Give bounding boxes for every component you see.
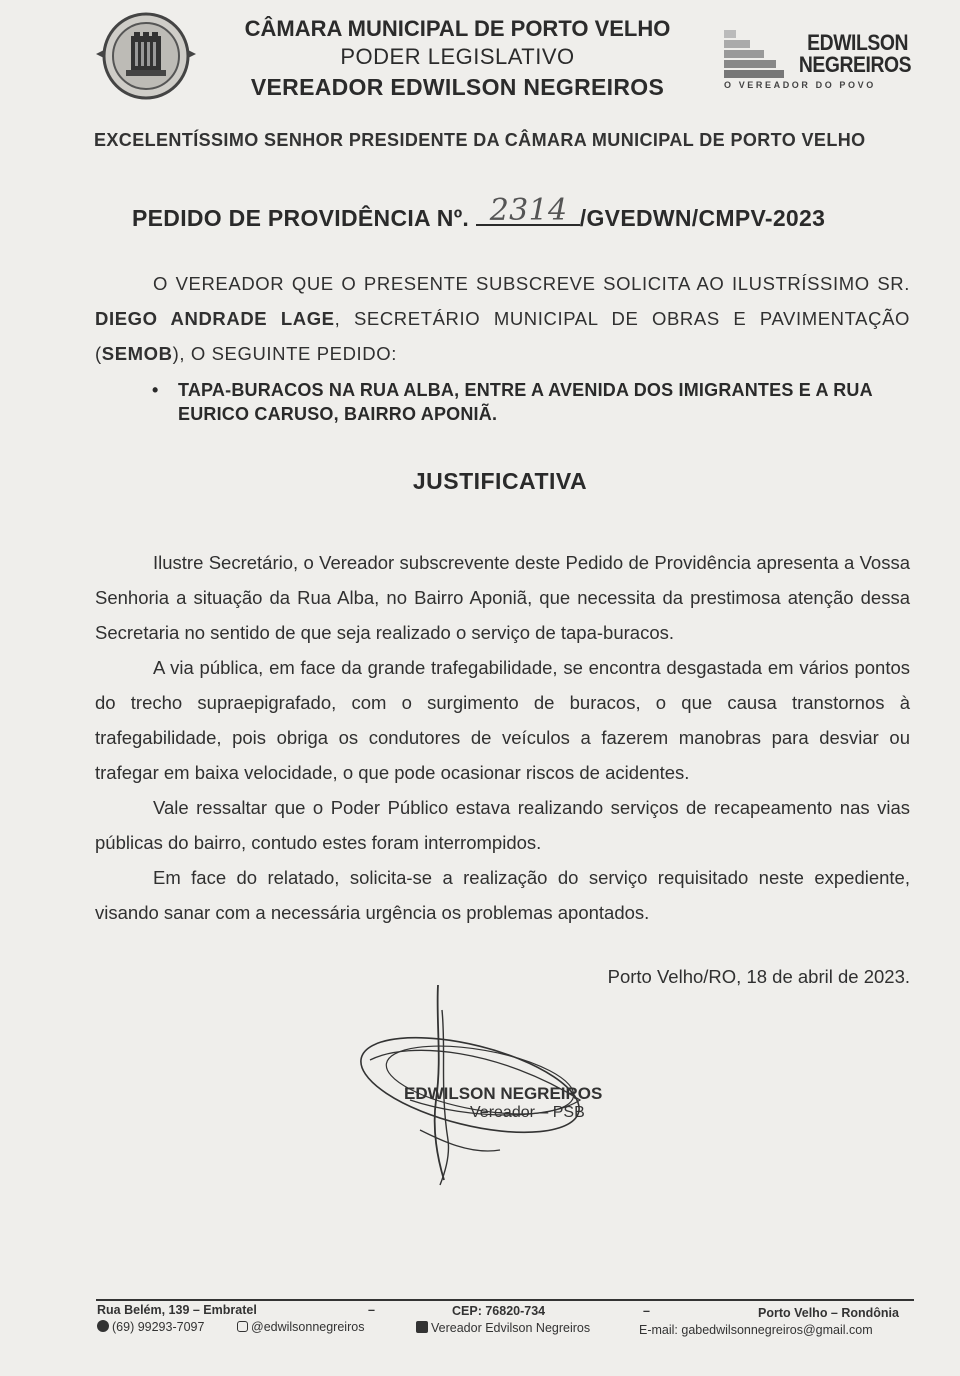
signatory-role: Vereador – PSB <box>470 1104 585 1121</box>
signatory-name: EDWILSON NEGREIROS <box>404 1084 603 1103</box>
logo-name-first: EDWILSON <box>807 30 908 55</box>
request-line-1: O VEREADOR QUE O PRESENTE SUBSCREVE SOLICITA AO ILUSTRÍSSIMO <box>153 273 870 294</box>
title-prefix: PEDIDO DE PROVIDÊNCIA Nº. <box>132 205 470 231</box>
secretary-role: , SECRETÁRIO MUNICIPAL DE OBRAS E PAVIMENTAÇÃO ( <box>95 308 910 364</box>
justification-paragraph: A via pública, em face da grande trafegabilidade, se encontra desgastada em vários pontos do trecho supraepigrafado, com o surgimento de buracos, o que causa transtornos à trafegabilidade, pois obriga os condutores de veículos a fazerem manobras para desviar ou trafegar em baixa velocidade, o que pode ocasionar riscos de acidentes. <box>95 657 910 783</box>
request-item-text: TAPA-BURACOS NA RUA ALBA, ENTRE A AVENIDA DOS IMIGRANTES E A RUA EURICO CARUSO, BAIRRO APONIÃ. <box>178 380 873 424</box>
edwilson-logo <box>720 28 910 98</box>
request-tail: ), O SEGUINTE PEDIDO: <box>172 343 397 364</box>
footer-phone <box>97 1320 204 1334</box>
footer-email: E-mail: gabedwilsonnegreiros@gmail.com <box>639 1323 873 1337</box>
whatsapp-icon <box>97 1320 109 1332</box>
instagram-icon <box>237 1321 248 1332</box>
title-suffix: /GVEDWN/CMPV-2023 <box>579 205 826 231</box>
header-line-2: PODER LEGISLATIVO <box>340 44 575 69</box>
secretariat-acronym: SEMOB <box>101 343 173 364</box>
justification-body <box>95 545 910 930</box>
addressee: EXCELENTÍSSIMO SENHOR PRESIDENTE DA CÂMARA MUNICIPAL DE PORTO VELHO <box>94 130 866 150</box>
footer-facebook <box>416 1321 590 1335</box>
footer-address: Rua Belém, 139 – Embratel <box>97 1303 257 1317</box>
header-line-3: VEREADOR EDWILSON NEGREIROS <box>250 74 665 100</box>
logo-name <box>798 30 912 77</box>
request-paragraph <box>95 266 910 371</box>
header-line-1: CÂMARA MUNICIPAL DE PORTO VELHO <box>244 16 671 41</box>
footer-cep: CEP: 76820-734 <box>452 1304 546 1318</box>
logo-bars-icon <box>724 30 784 80</box>
footer-phone-text: (69) 99293-7097 <box>112 1320 205 1334</box>
justification-paragraph: Em face do relatado, solicita-se a realização do serviço requisitado neste expediente, visando sanar com a necessária urgência os problemas apontados. <box>95 867 910 923</box>
justification-heading: JUSTIFICATIVA <box>412 468 588 494</box>
handwritten-number <box>476 193 580 228</box>
logo-tagline: O VEREADOR DO POVO <box>724 80 876 90</box>
justification-paragraph: Vale ressaltar que o Poder Público estava realizando serviços de recapeamento nas vias públicas do bairro, contudo estes foram interrompidos. <box>95 797 910 853</box>
bullet-icon: • <box>152 380 159 400</box>
footer-instagram-text: @edwilsonnegreiros <box>251 1320 365 1334</box>
request-sr: SR. <box>877 273 910 294</box>
document-title <box>132 193 826 232</box>
document-date: Porto Velho/RO, 18 de abril de 2023. <box>607 966 910 987</box>
footer-dash: – <box>368 1303 375 1317</box>
footer-instagram <box>237 1320 364 1334</box>
handwritten-number-text: 2314 <box>489 193 568 228</box>
justification-paragraph: Ilustre Secretário, o Vereador subscrevente deste Pedido de Providência apresenta a Vossa Senhoria a situação da Rua Alba, no Bairro Aponiã, que necessita da prestimosa atenção dessa Secretaria no sentido de que seja realizado o serviço de tapa-buracos. <box>95 552 910 643</box>
city-council-seal-icon <box>96 10 196 102</box>
logo-name-last: NEGREIROS <box>798 52 912 77</box>
footer-city: Porto Velho – Rondônia <box>758 1306 899 1320</box>
secretary-name: DIEGO ANDRADE LAGE <box>95 308 335 329</box>
footer-facebook-text: Vereador Edvilson Negreiros <box>431 1321 591 1335</box>
footer-divider <box>96 1299 914 1301</box>
footer-dash: – <box>643 1304 650 1318</box>
facebook-icon <box>416 1321 428 1333</box>
